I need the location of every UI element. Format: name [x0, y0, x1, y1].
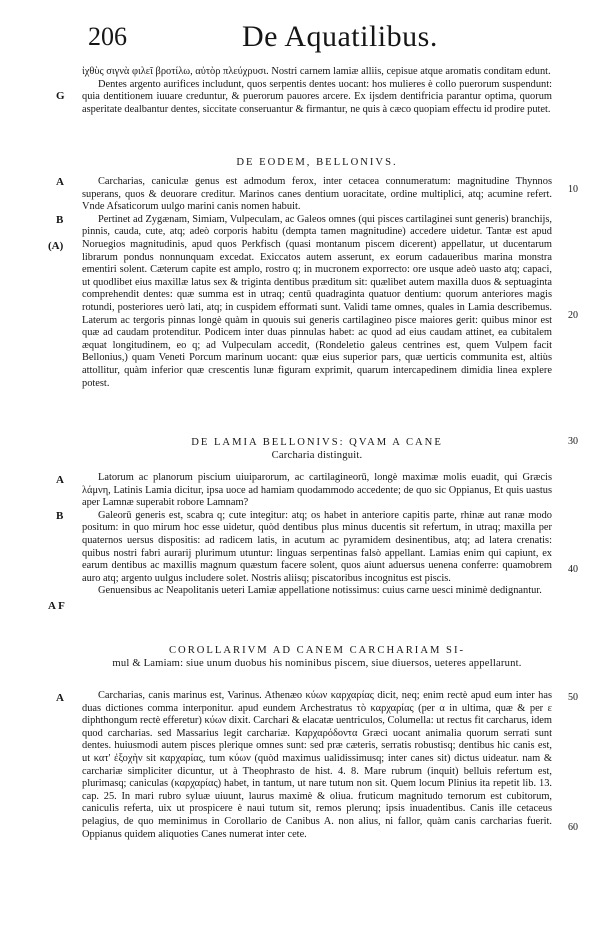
paragraph-carcharias: Carcharias, caniculæ genus est admodum ferox, inter cetacea connumeratum: magnitudine Thynnos superans, quos & deuorare creditur. Marinos canes dentium uoracitate, ordine multiplici, atq; acumine refert. Vnde Afsaticorum uulgo marini canis nomen habuit.: [82, 176, 552, 213]
line-number: 60: [568, 822, 578, 833]
section-heading-eodem: DE EODEM, BELLONIVS.: [236, 157, 398, 168]
page-number: 206: [88, 22, 127, 51]
margin-letter: (A): [48, 240, 64, 252]
running-title: De Aquatilibus.: [242, 20, 438, 53]
margin-letter: B: [56, 510, 64, 522]
continuation-block: [82, 66, 552, 116]
section-heading-lamia-line2: Carcharia distinguit.: [271, 450, 363, 461]
section-corollarium: [82, 690, 552, 841]
section-heading-corollarium-line1: COROLLARIVM AD CANEM CARCHARIAM SI-: [168, 645, 466, 656]
paragraph-latorum: Latorum ac planorum piscium uiuiparorum, ac cartilagineorū, longè maximæ molis euadit, qui Græcis λάμνη, Latinis Lamia dicitur, ipsa uoce ad hamiam quodammodo accedente; de quo sic Oppianus, Et quis uastus aper Lamnæ superabit robore Lamnam?: [82, 472, 552, 509]
line-number: 30: [568, 436, 578, 447]
paragraph-dentes: Dentes argento aurifices includunt, quos serpentis dentes uocant: hos mulieres è collo puerorum suspendunt: quia dentitionem iuuare creduntur, & puerorum pauores arcere. Ex ijsdem dentifricia parantur optima, quorum asperitate dealbantur dentes, siccitate conseruantur & firmantur, ne quis à cæco quopiam effectu id prodire putet.: [82, 78, 552, 115]
margin-letter: A F: [48, 600, 65, 612]
section-lamia: [82, 472, 552, 598]
section-bellonius-carcharias: [82, 176, 552, 390]
section-heading-lamia-line1: DE LAMIA BELLONIVS: QVAM A CANE: [191, 437, 443, 448]
paragraph-genuensibus: Genuensibus ac Neapolitanis ueteri Lamiæ appellatione notissimus: cuius carne uesci minimè dedignantur.: [98, 585, 542, 597]
margin-letter: A: [56, 474, 64, 486]
paragraph-galeorum: Galeorū generis est, scabra q; cute integitur: atq; os habet in anteriore capitis parte, rhinæ aut ranæ modo positum: in quo mirum hoc esse uidetur, quòd dentibus plus minus ducentis sit refertum, in utraq; maxilla per quaternos uersus dispositis: ad radicem latis, in acutum ac pyramidem desinentibus, atq; ad latera crenatis: quibus nostri fabri aurarij plurimum utuntur: linguas serpentinas falsò appellant. Lamias enim qui capiunt, ex earum dentibus ac maxillis magnum quæstum facere solent, quos aiunt aduersus uenena conferre: quamobrem auro atq; argento uulgus includere solet. Nostris aliisq; piscatoribus incognitus est piscis.: [82, 509, 552, 584]
paragraph-corollarium: Carcharias, canis marinus est, Varinus. Athenæo κύων καρχαρίας dicit, neq; enim rectè apud eum inter has duas dictiones comma interponitur. apud eundem Archestratus τὸ καρχαρίας (per α in ultima, quæ & per ε diphthongum rectè efferetur) κύων dixit. Carchari & elacatæ uentriculos, Columella: ut rectus fit carcharus, idem quod carcharias. sed Massarius legit carchariæ. Καρχαρόδοντα Græci uocant animalia quorum serrati sunt dentes. huiusmodi autem pisces plerique omnes sunt: sed præ cæteris, serratis robustisq; dentibus hic canis est, ut κατ' ἐξοχὴν sit καρχαρίας, tum κύων (quòd maximus ualidissimusq; inter canes sit) dictus uideatur. nam & carchariæ simpliciter dicuntur, ut à Theophrasto de hist. 4. 8. Mare rubrum (inquit) belluis refertum est, plurimasq; caniculas (καρχαρίας) habet, in tantum, ut nare tutum non sit. Quem locum Plinius ita repetit lib. 13. cap. 25. In mari rubro syluæ uiuunt, laurus maximè & oliua. fruticum magnitudo ternorum est cubitorum, caniculis referta, uix ut prospicere è naui tutum sit, remos plerunq; ipsis inuadentibus. Canis ille cetaceus pelagius, de quo meminimus in Corollario de Canibus A. non alius, ni fallor, quàm canis carcharias fuerit. Oppianus quidem aliquoties Canes numerat inter cete.: [82, 690, 552, 840]
line-number: 20: [568, 310, 578, 321]
section-heading-corollarium: [82, 644, 552, 670]
line-number: 40: [568, 564, 578, 575]
margin-letter: A: [56, 176, 64, 188]
line-number: 10: [568, 184, 578, 195]
paragraph-zygaena: Pertinet ad Zygænam, Simiam, Vulpeculam, ac Galeos omnes (qui pisces cartilaginei sunt generis) branchijs, pinnis, cauda, cute, atq; adeò corporis habitu (dempta tamen magnitudine) accedere uidetur. Tantæ est apud Noruegios magnitudinis, apud quos Perkfisch (quasi montanum piscem dicerent) appellatur, ut ducentarum librarum pondus nonnunquam excedat. Exiccatos autem asserunt, ex eorum cadaueribus marina monstra ementiri solent. Cæterum capite est amplo, rostro q; in mucronem exporrecto: ore usque adeò uasto atq; capaci, ut quodlibet eius maxillæ latus sex & triginta dentibus præditum sit: quælibet autem maxilla duos & septuaginta comprehendit dentes: quæ summa est in utraq; centū quadraginta quatuor dentium: quorum anteriores magis rotundi, posteriores uerò lati, atq; in cuspidem efformati sunt. Validi tame omnes, quales in Lamia describemus. Laterum ac tergoris pinnas longè quàm in quouis sui generis cartilagineo pisce maiores gerit: quibus minor est quæ ad caudam protenditur. Podicem inter duas pinnulas habet: ac quod ad eius caudam attinet, ea cubitalem æquat longitudinem, eo q; ad Vulpeculam accedit, (Rondeletio galeus centrines est, quem Vulpem facit Bellonius,) quam Veneti Porcum marinum uocant: quæ eius superior pars, quæ uerticis communita est, altiùs attollitur, quàm inferior quæ crescentis lunæ figuram exprimit, quarum intercapedinem dimidia linea explere potest.: [82, 213, 552, 389]
paragraph-greek-verse: ἰχθὺς σιγνὰ φιλεῖ βροτίλω, αὐτὸρ πλεύχρυσι. Nostri carnem lamiæ alliis, cepisue atque aromatis conditam edunt.: [82, 66, 551, 77]
margin-letter: B: [56, 214, 64, 226]
section-heading-lamia: [82, 436, 552, 462]
margin-letter: G: [56, 90, 65, 102]
line-number: 50: [568, 692, 578, 703]
section-heading-corollarium-line2: mul & Lamiam: siue unum duobus his nominibus piscem, siue diuersos, ueteres appellarunt.: [112, 658, 522, 669]
margin-letter: A: [56, 692, 64, 704]
